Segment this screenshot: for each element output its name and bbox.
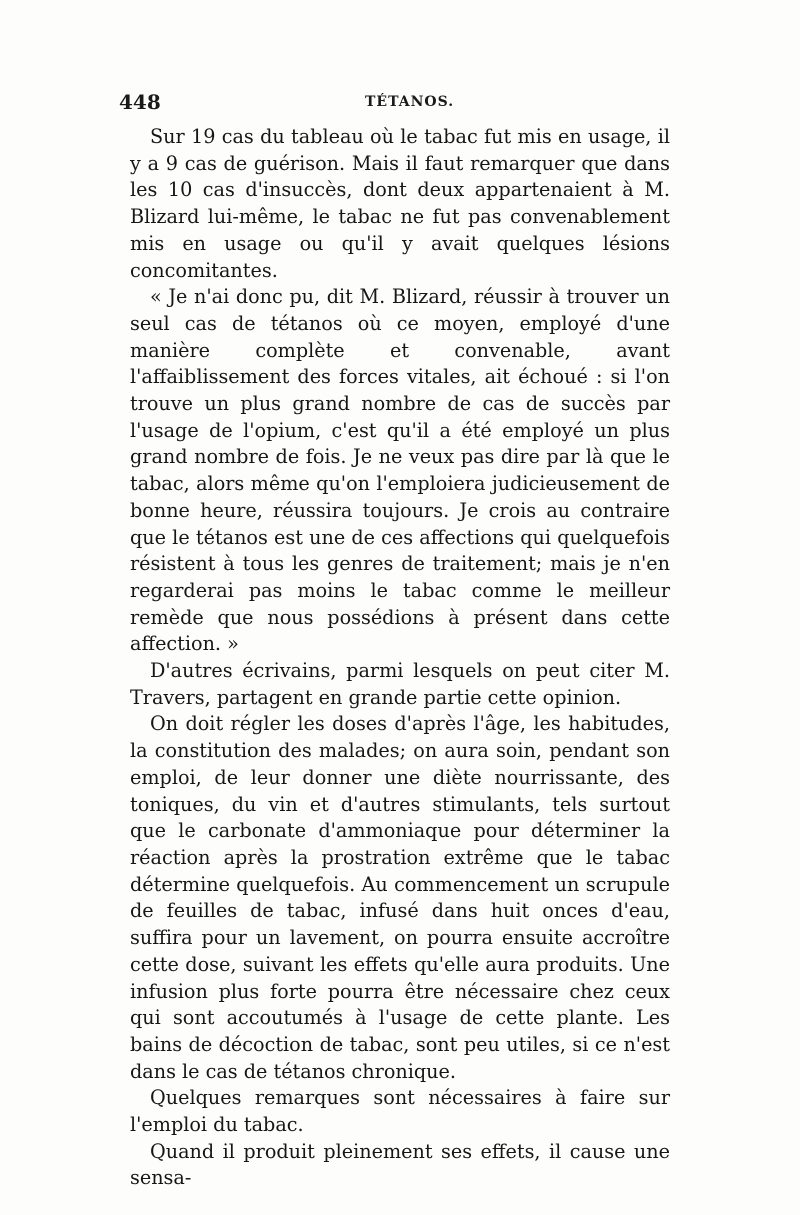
paragraph-statistics: Sur 19 cas du tableau où le tabac fut mis en usage, il y a 9 cas de guérison. Mais il faut remarquer que dans les 10 cas d'insuccès, dont deux appartenaient à M. Blizard lui-même, le tabac ne fut pas convenablement mis en usage ou qu'il y avait quelques lésions concomitantes. (130, 125, 670, 282)
running-title: TÉTANOS. (365, 94, 455, 110)
paragraph-blizard-quote: « Je n'ai donc pu, dit M. Blizard, réussir à trouver un seul cas de tétanos où ce moyen, employé d'une manière complète et convenable, avant l'affaiblissement des forces vitales, ait échoué : si l'on trouve un plus grand nombre de cas de succès par l'usage de l'opium, c'est qu'il a été employé un plus grand nombre de fois. Je ne veux pas dire par là que le tabac, alors même qu'on l'emploiera judicieusement de bonne heure, réussira toujours. Je crois au contraire que le tétanos est une de ces affections qui quelquefois résistent à tous les genres de traitement; mais je n'en regarderai pas moins le tabac comme le meilleur remède que nous possédions à présent dans cette affection. » (130, 285, 670, 656)
paragraph-travers: D'autres écrivains, parmi lesquels on peut citer M. Travers, partagent en grande partie cette opinion. (130, 659, 670, 709)
paragraph-remarks: Quelques remarques sont nécessaires à faire sur l'emploi du tabac. (130, 1086, 670, 1137)
page-header (115, 90, 670, 120)
paragraph-effects: Quand il produit pleinement ses effets, il cause une sensa- (130, 1139, 670, 1190)
paragraph-dosage: On doit régler les doses d'après l'âge, les habitudes, la constitution des malades; on aura soin, pendant son emploi, de leur donner une diète nourrissante, des toniques, du vin et d'autres stimulants, tels surtout que le carbonate d'ammoniaque pour déterminer la réaction après la prostration extrême que le tabac détermine quelquefois. Au commencement un scrupule de feuilles de tabac, infusé dans huit onces d'eau, suffira pour un lavement, on pourra ensuite accroître cette dose, suivant les effets qu'elle aura produits. Une infusion plus forte pourra être nécessaire chez ceux qui sont accoutumés à l'usage de cette plante. Les bains de décoction de tabac, sont peu utiles, si ce n'est dans le cas de tétanos chronique. (130, 712, 670, 1083)
page-number: 448 (119, 90, 161, 114)
body-text (130, 124, 670, 1192)
